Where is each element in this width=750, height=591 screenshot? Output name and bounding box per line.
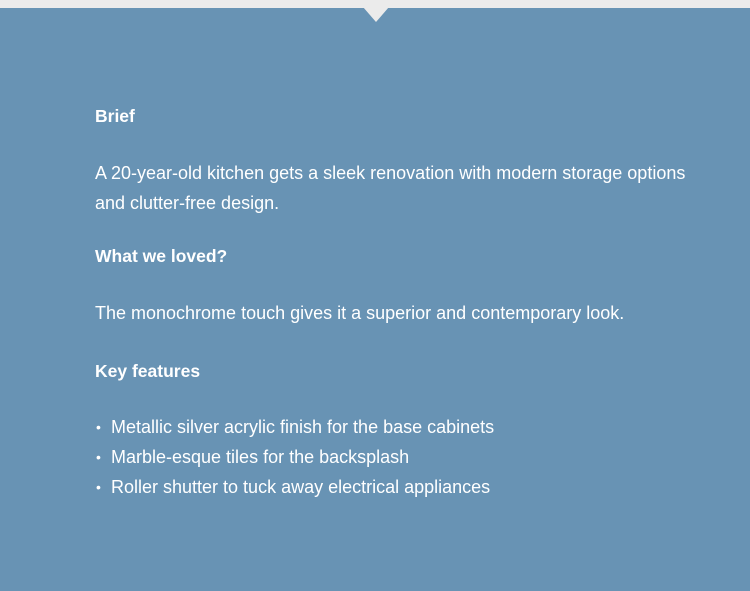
key-features-heading: Key features (95, 361, 201, 381)
list-item (95, 472, 494, 502)
feature-text: Metallic silver acrylic finish for the base cabinets (111, 417, 495, 437)
list-item (95, 412, 494, 442)
down-pointer-notch (363, 7, 389, 22)
key-features-list (95, 412, 494, 502)
bullet-icon: • (96, 419, 101, 435)
what-we-loved-text: The monochrome touch gives it a superior and contemporary look. (95, 303, 625, 323)
feature-text: Roller shutter to tuck away electrical appliances (111, 477, 491, 497)
what-we-loved-heading: What we loved? (95, 246, 228, 266)
bullet-icon: • (96, 449, 101, 465)
feature-text: Marble-esque tiles for the backsplash (111, 447, 410, 467)
list-item (95, 442, 494, 472)
bullet-icon: • (96, 479, 101, 495)
brief-text: A 20-year-old kitchen gets a sleek renovation with modern storage options and clutter-free design. (95, 163, 686, 213)
brief-heading: Brief (95, 106, 135, 126)
